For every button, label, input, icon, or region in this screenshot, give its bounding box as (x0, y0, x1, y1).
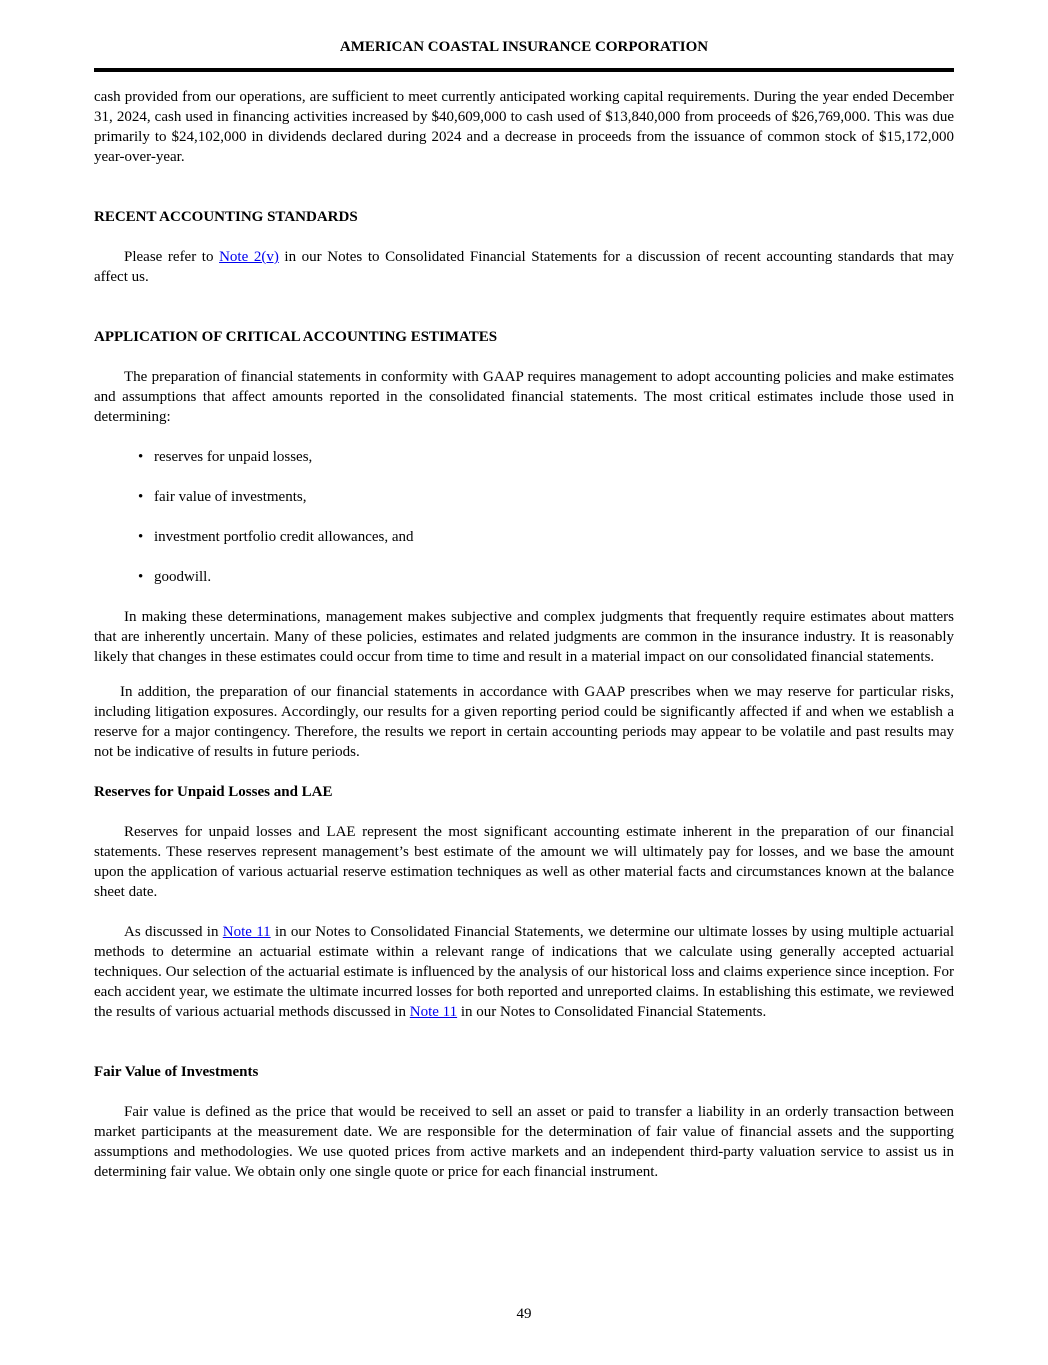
reserves-text-post: in our Notes to Consolidated Financial Statements. (457, 1004, 767, 1020)
heading-reserves-unpaid-losses: Reserves for Unpaid Losses and LAE (94, 784, 333, 800)
heading-recent-accounting-standards: RECENT ACCOUNTING STANDARDS (94, 209, 358, 225)
heading-fair-value-investments: Fair Value of Investments (94, 1064, 259, 1080)
list-item (138, 527, 954, 547)
list-item-text: reserves for unpaid losses, (154, 449, 313, 465)
paragraph-financing-cash: cash provided from our operations, are sufficient to meet currently anticipated working capital requirements. During the year ended December 31, 2024, cash used in financing activities increased by $40,609,000 to cash used of $13,840,000 from proceeds of $26,769,000. This was due primarily to $24,102,000 in dividends declared during 2024 and a decrease in proceeds from the issuance of common stock of $15,172,000 year-over-year. (94, 89, 954, 165)
reserves-text-mid: in our Notes to Consolidated Financial Statements, we determine our ultimate losses by using multiple actuarial methods to determine an actuarial estimate within a relevant range of indications that we calculate using generally accepted actuarial techniques. Our selection of the actuarial estimate is influenced by the analysis of our historical loss and claims experience since inception. For each accident year, we estimate the ultimate incurred losses for both reported and unreported claims. In establishing this estimate, we reviewed the results of various actuarial methods discussed in (94, 924, 954, 1020)
document-page (94, 0, 954, 1365)
list-item (138, 567, 954, 587)
paragraph-reserves-1: Reserves for unpaid losses and LAE represent the most significant accounting estimate inherent in the preparation of our financial statements. These reserves represent management’s best estimate of the amount we will ultimately pay for losses, and we base the amount upon the application of various actuarial reserve estimation techniques as well as other material facts and circumstances known at the balance sheet date. (94, 824, 954, 900)
list-item (138, 447, 954, 467)
paragraph-recent-standards (94, 247, 954, 287)
note-11-link[interactable]: Note 11 (222, 924, 271, 940)
bullet-icon: • (138, 569, 144, 585)
document-body (94, 87, 954, 1182)
recent-text-post: in our Notes to Consolidated Financial Statements for a discussion of recent accounting standards that may affect us. (94, 249, 954, 285)
paragraph-critical-intro: The preparation of financial statements in conformity with GAAP requires management to adopt accounting policies and make estimates and assumptions that affect amounts reported in the consolidated financial statements. The most critical estimates include those used in determining: (94, 369, 954, 425)
critical-estimates-list (94, 447, 954, 587)
paragraph-judgments: In making these determinations, management makes subjective and complex judgments that frequently require estimates about matters that are inherently uncertain. Many of these policies, estimates and related judgments are common in the insurance industry. It is reasonably likely that changes in these estimates could occur from time to time and result in a material impact on our consolidated financial statements. (94, 609, 954, 665)
list-item-text: fair value of investments, (154, 489, 307, 505)
page-number: 49 (516, 1306, 532, 1322)
bullet-icon: • (138, 449, 144, 465)
paragraph-fair-value: Fair value is defined as the price that would be received to sell an asset or paid to transfer a liability in an orderly transaction between market participants at the measurement date. We are responsible for the determination of fair value of financial assets and the supporting assumptions and methodologies. We use quoted prices from active markets and an independent third-party valuation service to assist us in determining fair value. We obtain only one single quote or price for each financial instrument. (94, 1104, 954, 1180)
paragraph-in-addition: In addition, the preparation of our financial statements in accordance with GAAP prescribes when we may reserve for particular risks, including litigation exposures. Accordingly, our results for a given reporting period could be significantly affected if and when we establish a reserve for a major contingency. Therefore, the results we report in certain accounting periods may appear to be volatile and past results may not be indicative of results in future periods. (94, 684, 954, 760)
paragraph-reserves-2 (94, 922, 954, 1022)
list-item-text: goodwill. (154, 569, 212, 585)
list-item-text: investment portfolio credit allowances, and (154, 529, 414, 545)
list-item (138, 487, 954, 507)
page-header-title: AMERICAN COASTAL INSURANCE CORPORATION (339, 39, 709, 55)
heading-critical-accounting-estimates: APPLICATION OF CRITICAL ACCOUNTING ESTIMATES (94, 329, 498, 345)
bullet-icon: • (138, 529, 144, 545)
bullet-icon: • (138, 489, 144, 505)
reserves-text-pre: As discussed in (124, 924, 223, 940)
recent-text-pre: Please refer to (124, 249, 220, 265)
note-2v-link[interactable]: Note 2(v) (219, 249, 279, 265)
header-divider (94, 68, 954, 72)
note-11-link-second[interactable]: Note 11 (409, 1004, 458, 1020)
